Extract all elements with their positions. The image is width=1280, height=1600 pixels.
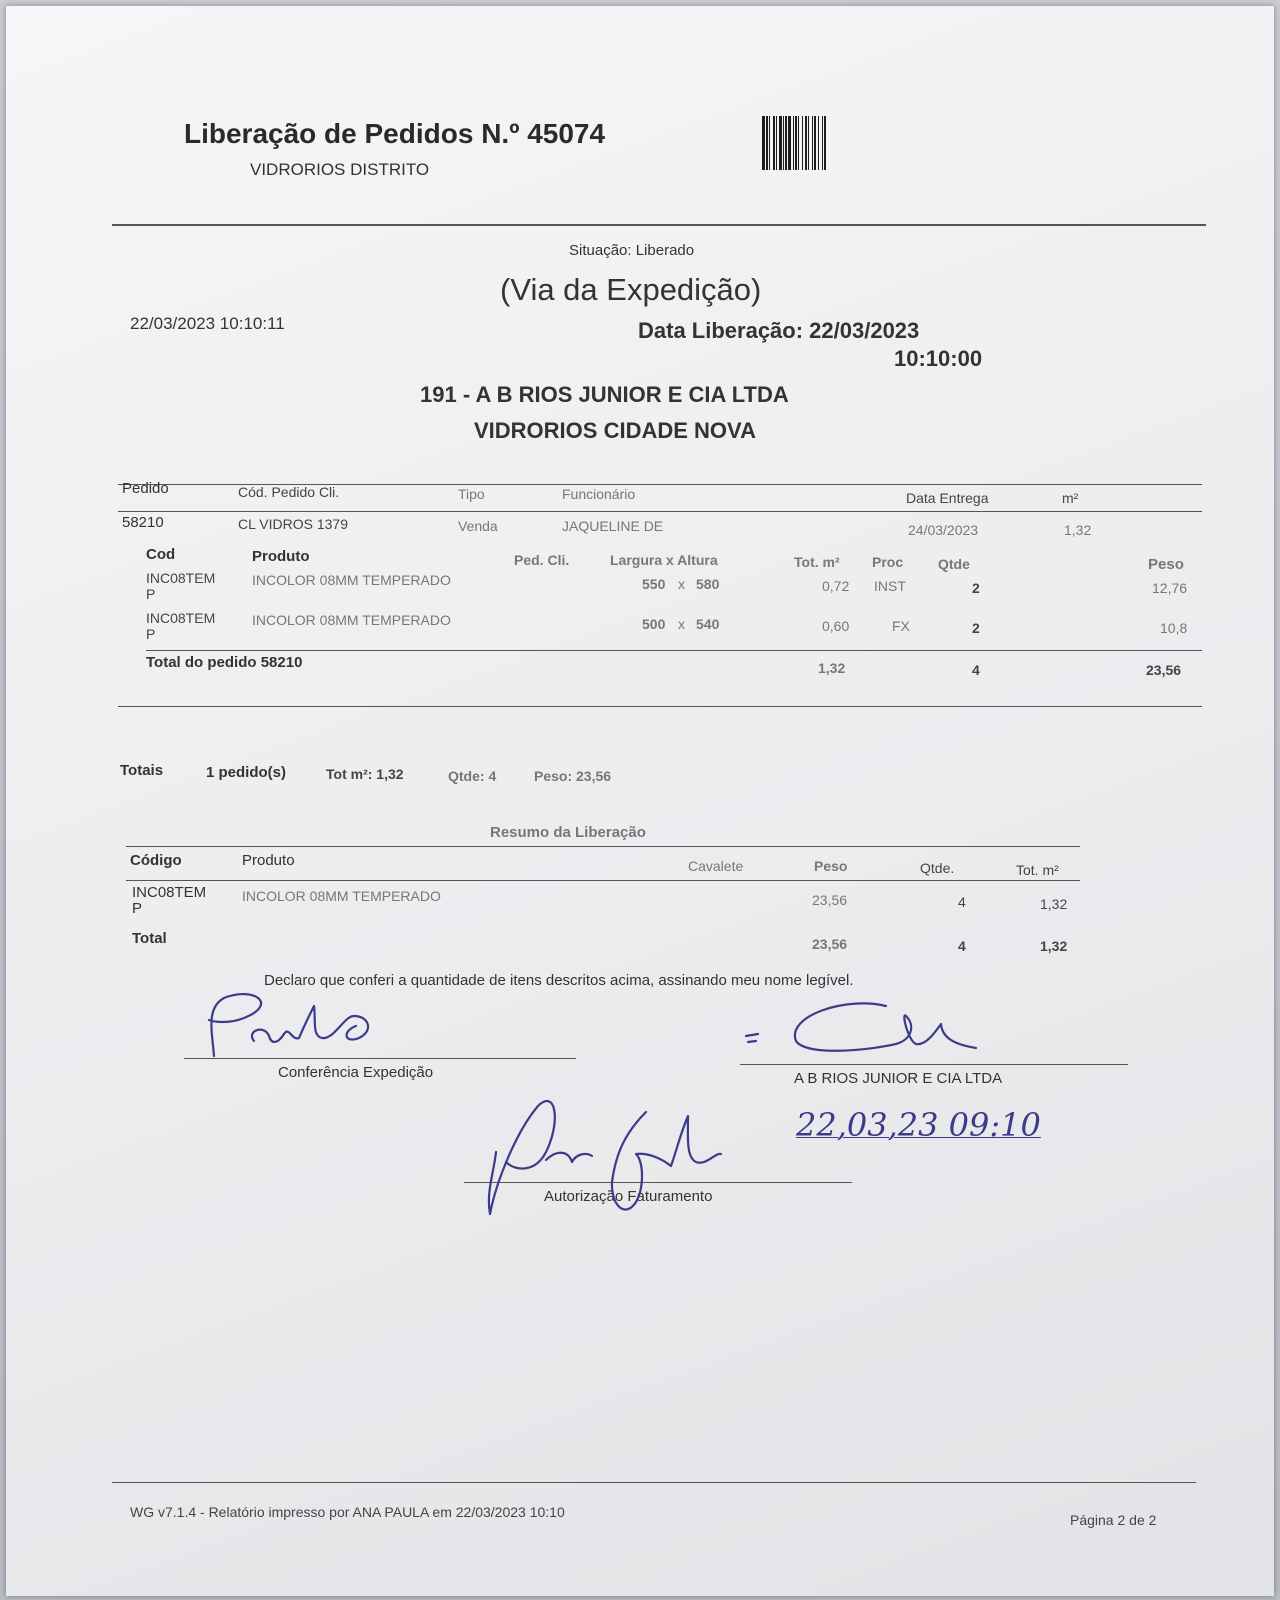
summary-col-cavalete: Cavalete (688, 858, 744, 874)
signature-right-drawing (736, 996, 1016, 1066)
summary-col-qtde: Qtde. (920, 860, 955, 876)
item-1-cod-cont: P (146, 586, 156, 602)
signature-label-left: Conferência Expedição (278, 1064, 434, 1081)
col-funcionario: Funcionário (562, 486, 636, 502)
summary-title: Resumo da Liberação (490, 824, 646, 841)
handwritten-date: 22,03,23 09:10 (796, 1106, 1041, 1144)
item-2-peso: 10,8 (1160, 620, 1188, 636)
item-2-largura: 500 (642, 616, 666, 632)
item-1-cod: INC08TEM (146, 570, 216, 586)
col-cod-pedido-cli: Cód. Pedido Cli. (238, 484, 340, 500)
document-title: Liberação de Pedidos N.º 45074 (184, 118, 606, 149)
col-proc: Proc (872, 554, 904, 570)
col-cod: Cod (146, 546, 176, 563)
summary-total-peso: 23,56 (812, 936, 848, 952)
barcode-bar (826, 116, 827, 170)
items-total-line (146, 650, 1202, 651)
client-name: 191 - A B RIOS JUNIOR E CIA LTDA (420, 382, 789, 407)
summary-row-qtde: 4 (958, 894, 966, 910)
col-pedido: Pedido (122, 480, 169, 497)
order-total-m2: 1,32 (818, 660, 846, 676)
item-1-altura: 580 (696, 576, 720, 592)
item-2-produto: INCOLOR 08MM TEMPERADO (252, 612, 451, 628)
totals-pedidos: 1 pedido(s) (206, 764, 287, 781)
col-qtde: Qtde (938, 556, 970, 572)
col-peso: Peso (1148, 556, 1184, 573)
release-date: Data Liberação: 22/03/2023 (638, 318, 920, 343)
col-tot-m2: Tot. m² (794, 554, 840, 570)
footer-page-number: Página 2 de 2 (1070, 1512, 1157, 1528)
company-name: VIDRORIOS DISTRITO (250, 160, 430, 179)
summary-header-line (126, 880, 1080, 881)
item-2-x: x (678, 616, 685, 632)
footer-divider (112, 1482, 1196, 1483)
col-m2: m² (1062, 490, 1079, 506)
totals-label: Totais (120, 762, 164, 779)
summary-row-cod-cont: P (132, 900, 143, 917)
item-1-produto: INCOLOR 08MM TEMPERADO (252, 572, 451, 588)
col-ped-cli: Ped. Cli. (514, 552, 570, 568)
summary-total-tot-m2: 1,32 (1040, 938, 1068, 954)
summary-total-qtde: 4 (958, 938, 966, 954)
footer-print-info: WG v7.1.4 - Relatório impresso por ANA PAULA em 22/03/2023 10:10 (130, 1504, 565, 1520)
summary-top-line (126, 846, 1080, 847)
summary-col-peso: Peso (814, 858, 848, 874)
order-pedido-value: 58210 (122, 514, 164, 531)
order-m2-value: 1,32 (1064, 522, 1092, 538)
signature-label-bottom: Autorização Faturamento (544, 1188, 713, 1205)
totals-tot-m2: Tot m²: 1,32 (326, 766, 404, 782)
item-2-qtde: 2 (972, 620, 980, 636)
summary-col-codigo: Código (130, 852, 182, 869)
barcode (762, 116, 956, 170)
item-1-proc: INST (874, 578, 906, 594)
item-1-tot-m2: 0,72 (822, 578, 850, 594)
item-2-altura: 540 (696, 616, 720, 632)
release-time: 10:10:00 (894, 346, 983, 371)
item-1-peso: 12,76 (1152, 580, 1188, 596)
client-branch: VIDRORIOS CIDADE NOVA (474, 418, 756, 443)
declaration-text: Declaro que conferi a quantidade de itens descritos acima, assinando meu nome legível. (264, 972, 854, 989)
order-funcionario-value: JAQUELINE DE (562, 518, 664, 534)
col-largura-altura: Largura x Altura (610, 552, 718, 568)
order-total-peso: 23,56 (1146, 662, 1182, 678)
order-tipo-value: Venda (458, 518, 498, 534)
col-produto: Produto (252, 548, 310, 565)
summary-row-peso: 23,56 (812, 892, 848, 908)
order-section-bottom (118, 706, 1202, 707)
totals-peso: Peso: 23,56 (534, 768, 612, 784)
order-total-qtde: 4 (972, 662, 980, 678)
summary-row-cod: INC08TEM (132, 884, 207, 901)
col-tipo: Tipo (458, 486, 485, 502)
header-divider (112, 224, 1206, 226)
item-1-x: x (678, 576, 685, 592)
item-1-qtde: 2 (972, 580, 980, 596)
item-2-tot-m2: 0,60 (822, 618, 850, 634)
print-datetime: 22/03/2023 10:10:11 (130, 314, 285, 333)
item-2-cod: INC08TEM (146, 610, 216, 626)
order-data-entrega-value: 24/03/2023 (908, 522, 979, 538)
col-data-entrega: Data Entrega (906, 490, 989, 506)
summary-row-produto: INCOLOR 08MM TEMPERADO (242, 888, 441, 904)
summary-col-produto: Produto (242, 852, 295, 869)
status-label: Situação: Liberado (569, 242, 695, 259)
summary-col-tot-m2: Tot. m² (1016, 862, 1059, 878)
order-total-label: Total do pedido 58210 (146, 654, 303, 671)
order-cod-cli-value: CL VIDROS 1379 (238, 516, 348, 532)
totals-qtde: Qtde: 4 (448, 768, 497, 784)
summary-row-tot-m2: 1,32 (1040, 896, 1068, 912)
order-table-header-line (118, 511, 1202, 512)
document-page (6, 6, 1274, 1596)
signature-label-right: A B RIOS JUNIOR E CIA LTDA (794, 1070, 1003, 1087)
item-1-largura: 550 (642, 576, 666, 592)
copy-label: (Via da Expedição) (500, 272, 762, 307)
item-2-cod-cont: P (146, 626, 156, 642)
item-2-proc: FX (892, 618, 910, 634)
summary-total-label: Total (132, 930, 167, 947)
